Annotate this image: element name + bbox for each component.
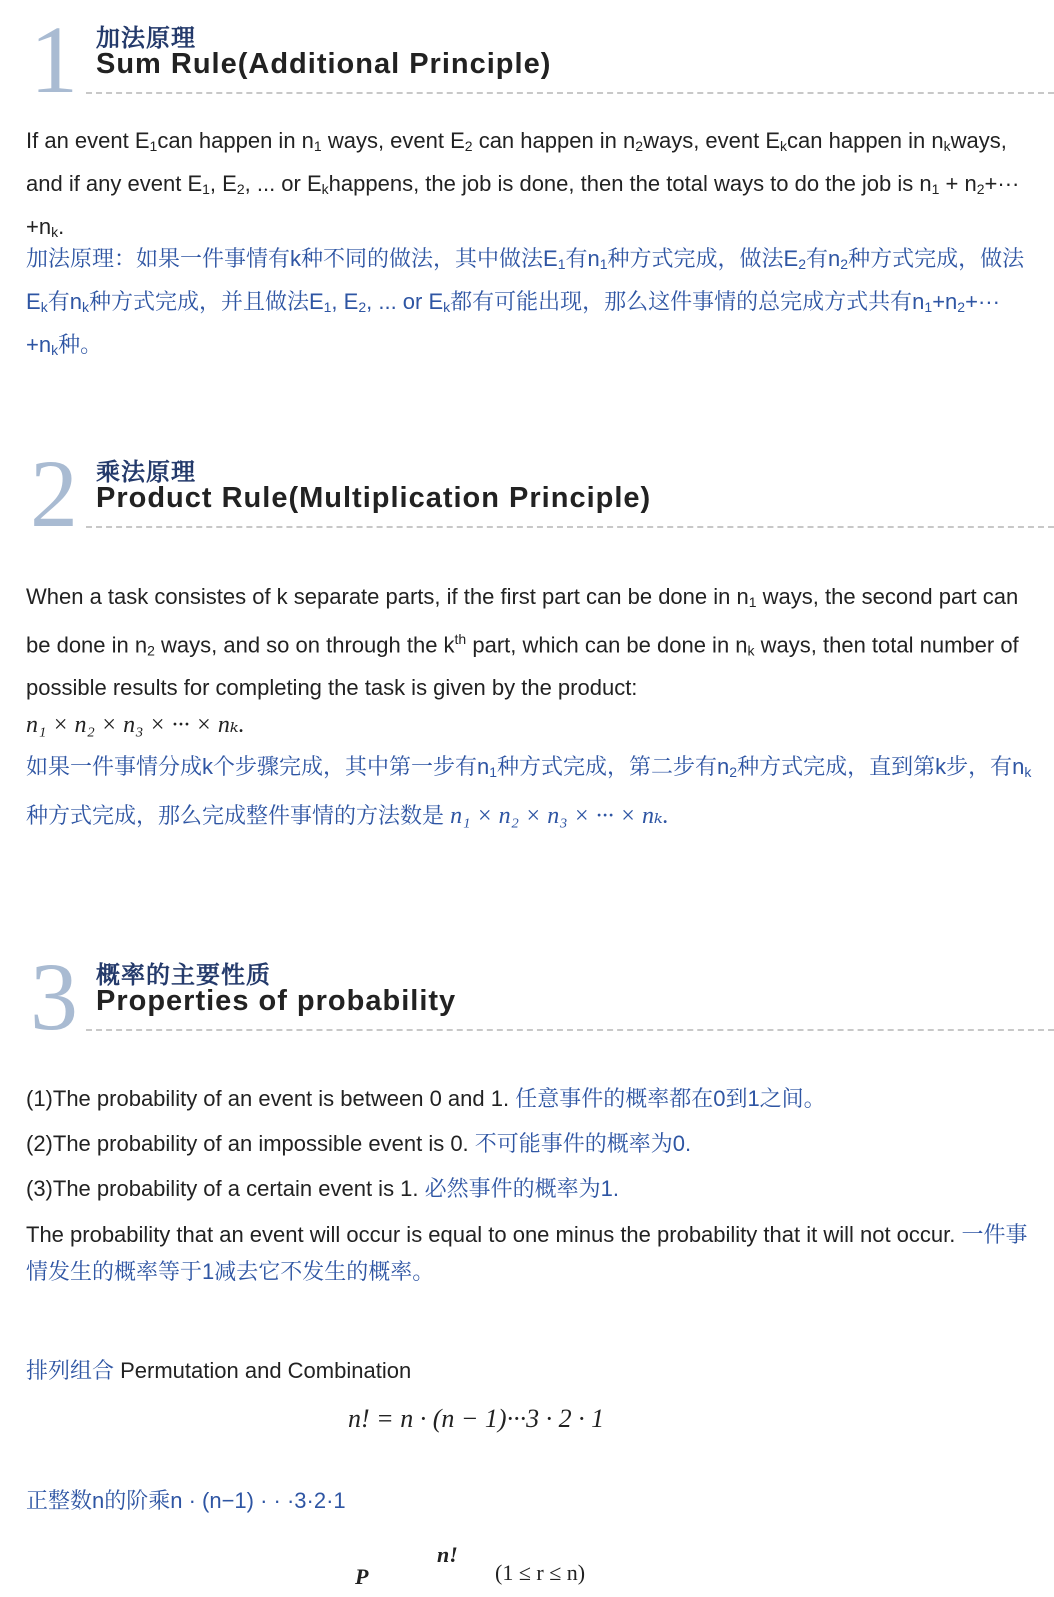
product-rule-paragraph-cn: 如果一件事情分成k个步骤完成，其中第一步有$n_1$种方式完成，第二步有$n_2$种方式完成，直到第k步，有$n_k$种方式完成，那么完成整件事情的方法数是 n₁ × n₂ × n₃ × ··· × nₖ.	[26, 754, 1032, 829]
section-number: 1	[30, 6, 78, 113]
permutation-label: 排列组合 Permutation and Combination	[26, 1358, 412, 1383]
permutation-symbol: P	[355, 1564, 369, 1589]
section-title-cn: 概率的主要性质	[96, 962, 271, 989]
sum-rule-paragraph-en: If an event $E_1can$ happen in $n_1$ ways, event $E_2$ can happen in $n_2ways$, event $E_kcan$ happen in $n_kways$, and if any event $E_1$, $E_2$, ... or $E_khappens$, the job is done, then the total ways to do the job is $n_1 + n_2+\cdot\cdot\cdot +n_k$.	[26, 128, 1020, 240]
section-title-cn: 乘法原理	[96, 459, 196, 486]
section-divider	[86, 526, 1054, 528]
range-condition: (1 ≤ r ≤ n)	[495, 1560, 586, 1585]
property-1: (1)The probability of an event is between 0 and 1. 任意事件的概率都在0到1之间。	[26, 1086, 826, 1111]
section-number: 3	[30, 943, 78, 1050]
section-title-en: Sum Rule(Additional Principle)	[96, 48, 552, 80]
fraction-numerator: n!	[437, 1542, 458, 1567]
property-complement: The probability that an event will occur is equal to one minus the probability that it will not occur. 一件事情发生的概率等于1减去它不发生的概率。	[26, 1222, 1028, 1284]
section-number: 2	[30, 440, 78, 547]
property-2: (2)The probability of an impossible event is 0. 不可能事件的概率为0.	[26, 1131, 692, 1156]
section-divider	[86, 92, 1054, 94]
factorial-note: 正整数n的阶乘n · (n−1) · · ·3·2·1	[26, 1488, 346, 1513]
section-title-en: Product Rule(Multiplication Principle)	[96, 482, 652, 514]
factorial-formula: n! = n · (n − 1)···3 · 2 · 1	[348, 1404, 605, 1433]
product-formula-cn: n₁ × n₂ × n₃ × ··· × nₖ.	[450, 803, 669, 829]
product-formula: n₁ × n₂ × n₃ × ··· × nₖ.	[26, 712, 245, 739]
section-title-en: Properties of probability	[96, 985, 457, 1017]
sum-rule-paragraph-cn: 加法原理：如果一件事情有k种不同的做法，其中做法$E_1$有$n_1$种方式完成，做法$E_2$有$n_2$种方式完成，做法$E_k$有$n_k$种方式完成，并且做法$E_1$, $E_2$, ... or $E_k$都有可能出现，那么这件事情的总完成方式共有$n_1+n_2+\cdot\cdot\cdot +n_k$种。	[26, 246, 1025, 358]
product-rule-paragraph-en: When a task consistes of k separate parts, if the first part can be done in $n_1$ ways, the second part can be done in $n_2$ ways, and so on through the $k^{th}$ part, which can be done in $n_k$ ways, then total number of possible results for completing the task is given by the product: n₁ × n₂ × n₃ × ··· × nₖ.	[26, 584, 1019, 739]
property-3: (3)The probability of a certain event is 1. 必然事件的概率为1.	[26, 1176, 620, 1201]
section-title-cn: 加法原理	[96, 25, 196, 52]
section-divider	[86, 1029, 1054, 1031]
